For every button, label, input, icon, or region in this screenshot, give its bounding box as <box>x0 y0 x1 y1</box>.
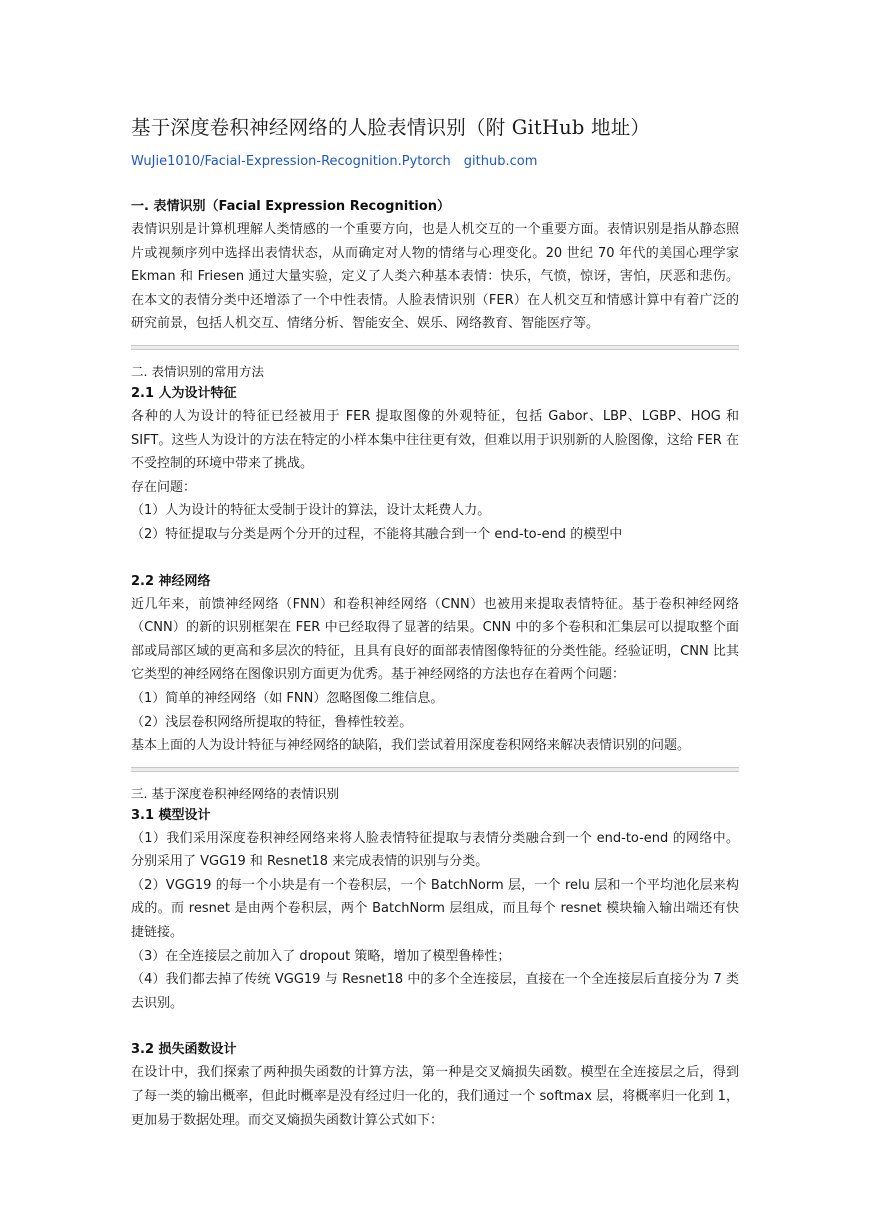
page-title: 基于深度卷积神经网络的人脸表情识别（附 GitHub 地址） <box>131 116 651 139</box>
problem-item-1: （1）人为设计的特征太受制于设计的算法，设计太耗费人力。 <box>131 503 491 519</box>
model-item-3: （3）在全连接层之前加入了 dropout 策略，增加了模型鲁棒性； <box>131 948 511 964</box>
model-item-4: （4）我们都去掉了传统 VGG19 与 Resnet18 中的多个全连接层，直接在一个全连接层后直接分为 7 类去识别。 <box>131 972 739 1011</box>
source-links <box>131 151 739 173</box>
section-heading-3: 三. 基于深度卷积神经网络的表情识别 <box>131 785 339 801</box>
subsection-heading-3-1: 3.1 模型设计 <box>131 807 211 823</box>
section2-conclusion: 基本上面的人为设计特征与神经网络的缺陷，我们尝试着用深度卷积网络来解决表情识别的问题。 <box>131 738 691 754</box>
problem-item-2: （2）特征提取与分类是两个分开的过程，不能将其融合到一个 end-to-end 的模型中 <box>131 526 623 542</box>
spacer <box>131 547 739 571</box>
spacer <box>131 173 739 196</box>
spacer <box>131 336 739 345</box>
section-heading-2: 二. 表情识别的常用方法 <box>131 363 264 379</box>
model-item-2: （2）VGG19 的每一个小块是有一个卷积层，一个 BatchNorm 层，一个 relu 层和一个平均池化层来构成的。而 resnet 是由两个卷积层，两个 BatchNorm 层组成，而且每个 resnet 模块输入输出端还有快捷链接。 <box>131 877 739 941</box>
site-link[interactable]: github.com <box>463 154 538 169</box>
repo-link[interactable]: WuJie1010/Facial-Expression-Recognition.Pytorch <box>131 154 451 169</box>
section-heading-1: 一. 表情识别（Facial Expression Recognition） <box>131 199 451 214</box>
nn-problem-item-2: （2）浅层卷积网络所提取的特征，鲁棒性较差。 <box>131 714 413 730</box>
spacer <box>131 350 739 361</box>
subsection-heading-3-2: 3.2 损失函数设计 <box>131 1042 237 1058</box>
spacer <box>131 1015 739 1039</box>
section2-2-paragraph: 近几年来，前馈神经网络（FNN）和卷积神经网络（CNN）也被用来提取表情特征。基于卷积神经网络（CNN）的新的识别框架在 FER 中已经取得了显著的结果。CNN 中的多个卷积和汇集层可以提取整个面部或局部区域的更高和多层次的特征，且具有良好的面部表情图像特征的分类性能。经验证明，CNN 比其它类型的神经网络在图像识别方面更为优秀。基于神经网络的方法也存在着两个问题： <box>131 596 739 683</box>
problems-label: 存在问题： <box>131 479 197 495</box>
model-item-1: （1）我们采用深度卷积神经网络来将人脸表情特征提取与表情分类融合到一个 end-to-end 的网络中。分别采用了 VGG19 和 Resnet18 来完成表情的识别与分类。 <box>131 830 739 870</box>
loss-paragraph: 在设计中，我们探索了两种损失函数的计算方法，第一种是交叉熵损失函数。模型在全连接层之后，得到了每一类的输出概率，但此时概率是没有经过归一化的，我们通过一个 softmax 层，将概率归一化到 1，更加易于数据处理。而交叉熵损失函数计算公式如下： <box>131 1065 739 1128</box>
subsection-heading-2-1: 2.1 人为设计特征 <box>131 385 237 401</box>
document-page <box>131 112 739 1132</box>
section1-paragraph: 表情识别是计算机理解人类情感的一个重要方向，也是人机交互的一个重要方面。表情识别是指从静态照片或视频序列中选择出表情状态，从而确定对人物的情绪与心理变化。20 世纪 70 年代的美国心理学家 Ekman 和 Friesen 通过大量实验，定义了人类六种基本表情：快乐，气愤，惊讶，害怕，厌恶和悲伤。在本文的表情分类中还增添了一个中性表情。人脸表情识别（FER）在人机交互和情感计算中有着广泛的研究前景，包括人机交互、情绪分析、智能安全、娱乐、网络教育、智能医疗等。 <box>131 222 739 332</box>
section2-1-paragraph: 各种的人为设计的特征已经被用于 FER 提取图像的外观特征，包括 Gabor、LBP、LGBP、HOG 和 SIFT。这些人为设计的方法在特定的小样本集中往往更有效，但难以用于识别新的人脸图像，这给 FER 在不受控制的环境中带来了挑战。 <box>131 408 739 472</box>
spacer <box>131 758 739 767</box>
spacer <box>131 772 739 783</box>
nn-problem-item-1: （1）简单的神经网络（如 FNN）忽略图像二维信息。 <box>131 690 444 706</box>
subsection-heading-2-2: 2.2 神经网络 <box>131 573 211 589</box>
